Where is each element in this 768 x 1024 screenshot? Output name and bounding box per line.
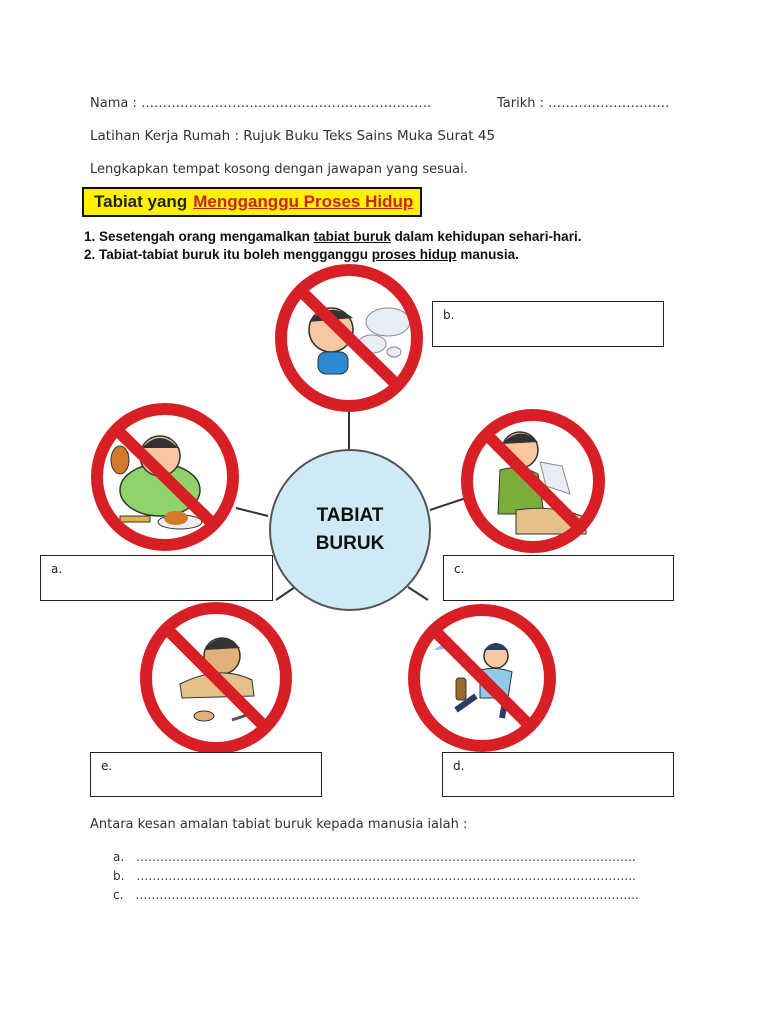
effect-b-blank[interactable]: …………………………………………………………………………………………………………….. (136, 869, 636, 883)
answer-box-a-label: a. (51, 562, 63, 576)
point-2-underline: proses hidup (371, 247, 457, 262)
answer-box-c[interactable] (443, 555, 674, 601)
effects-question: Antara kesan amalan tabiat buruk kepada manusia ialah : (90, 817, 468, 832)
effect-c-blank[interactable]: ……………………………………………………………………………………………………………... (135, 888, 639, 902)
point-2-prefix: 2. Tabiat-tabiat buruk itu boleh mengganggu (84, 247, 369, 262)
center-line-2: BURUK (315, 533, 385, 554)
answer-box-a[interactable] (40, 555, 273, 601)
effect-line-c (113, 888, 639, 902)
drug-injection-icon (146, 608, 286, 748)
homework-line: Latihan Kerja Rumah : Rujuk Buku Teks Sains Muka Surat 45 (90, 128, 496, 144)
effect-a-blank[interactable]: …………………………………………………………………………………………………………….. (136, 850, 636, 864)
effect-b-label: b. (113, 869, 125, 883)
center-line-1: TABIAT (316, 505, 384, 526)
smoking-icon (281, 270, 417, 406)
overeating-icon (97, 409, 233, 545)
point-1-prefix: 1. Sesetengah orang mengamalkan (84, 229, 310, 244)
name-label: Nama : (90, 96, 137, 111)
effect-line-b (113, 869, 636, 883)
point-2-suffix: manusia. (460, 247, 519, 262)
title-highlight: Mengganggu Proses Hidup (193, 192, 414, 211)
answer-box-d-label: d. (453, 759, 465, 773)
point-1-underline: tabiat buruk (313, 229, 391, 244)
effect-line-a (113, 850, 636, 864)
answer-box-d[interactable] (442, 752, 674, 797)
answer-box-c-label: c. (454, 562, 465, 576)
answer-box-b[interactable] (432, 301, 664, 347)
effect-c-label: c. (113, 888, 124, 902)
point-1-suffix: dalam kehidupan sehari-hari. (394, 229, 582, 244)
answer-box-b-label: b. (443, 308, 455, 322)
glue-sniffing-icon (467, 415, 599, 547)
date-label: Tarikh : (497, 96, 544, 111)
title-prefix: Tabiat yang (94, 192, 188, 211)
answer-box-e[interactable] (90, 752, 322, 797)
answer-box-e-label: e. (101, 759, 113, 773)
date-blank[interactable]: ………………………. (548, 96, 670, 111)
instruction-line: Lengkapkan tempat kosong dengan jawapan yang sesuai. (90, 162, 468, 177)
effect-a-label: a. (113, 850, 125, 864)
drinking-alcohol-icon (414, 610, 550, 746)
center-label (270, 502, 430, 558)
name-blank[interactable]: …………………………………………………………. (140, 96, 432, 111)
